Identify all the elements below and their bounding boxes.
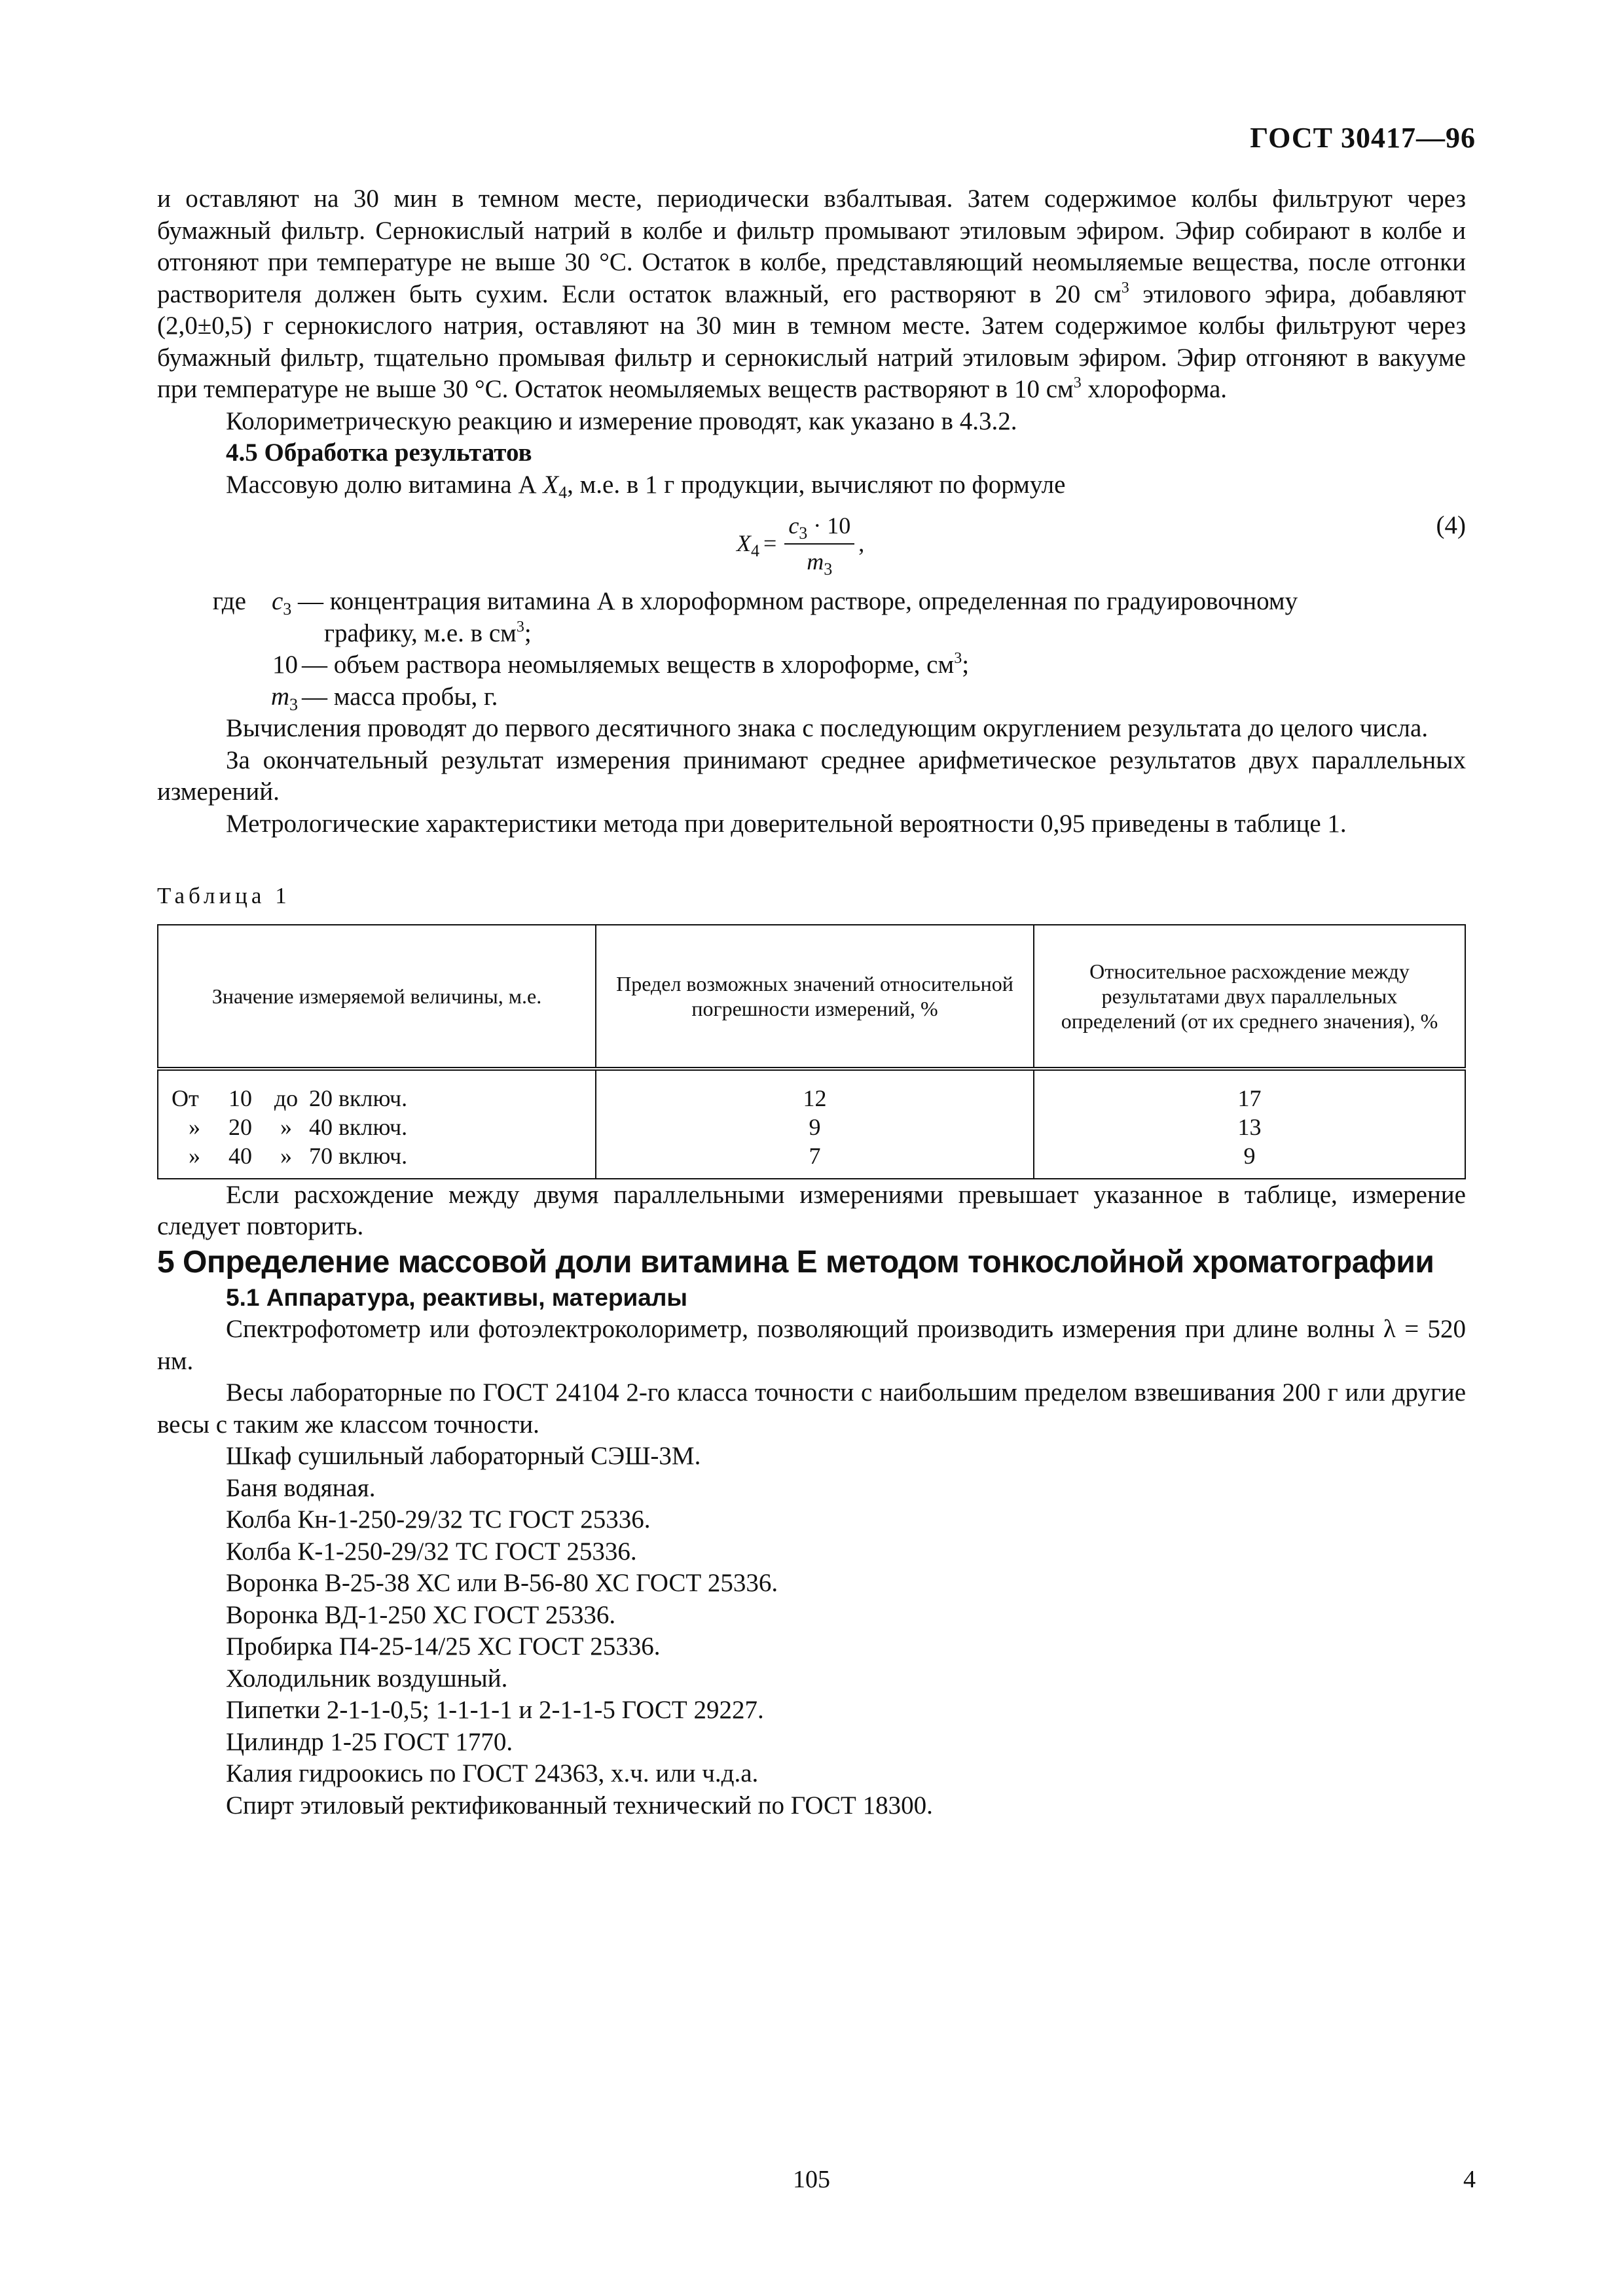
paragraph-scales: Весы лабораторные по ГОСТ 24104 2-го класса точности с наибольшим пределом взвешивания 200 г или другие весы с таким же классом точности.	[157, 1378, 1466, 1439]
page-number: 105	[793, 2166, 830, 2193]
list-item: Спирт этиловый ректификованный технический по ГОСТ 18300.	[226, 1791, 933, 1820]
table-cell: 7	[596, 1141, 1034, 1179]
paragraph-colorimetric: Колориметрическую реакцию и измерение проводят, как указано в 4.3.2.	[226, 406, 1017, 435]
table-cell: 9	[1034, 1141, 1465, 1179]
table-title: Таблица 1	[157, 883, 291, 908]
list-item: Пробирка П4-25-14/25 ХС ГОСТ 25336.	[226, 1632, 661, 1660]
table-cell: 9	[596, 1113, 1034, 1141]
formula-block	[157, 503, 1466, 582]
subsection-heading-5-1: 5.1 Аппаратура, реактивы, материалы	[226, 1283, 687, 1311]
paragraph-continuation: и оставляют на 30 мин в темном месте, периодически взбалтывая. Затем содержимое колбы фильтруют через бумажный фильтр. Сернокислый натрий в колбе и фильтр промывают этиловым эфиром. Эфир собирают в колбе и отгоняют при температуре не выше 30 °С. Остаток в колбе, представляющий неомыляемые вещества, после отгонки растворителя должен быть сухим. Если остаток влажный, его растворяют в 20 $см^3$ этилового эфира, добавляют (2,0±0,5) г сернокислого натрия, оставляют на 30 мин в темном месте. Затем содержимое колбы фильтруют через бумажный фильтр, тщательно промывая фильтр и сернокислый натрий этиловым эфиром. Эфир отгоняют в вакууме при температуре не выше 30 °С. Остаток неомыляемых веществ растворяют в 10 $см^3$ хлороформа.	[157, 185, 1466, 403]
table-cell: 17	[1034, 1069, 1465, 1113]
list-item: Колба Кн-1-250-29/32 ТС ГОСТ 25336.	[226, 1505, 651, 1534]
table-cell-range: От 10 до 20 включ.	[158, 1069, 596, 1113]
table-cell-range: » 40 » 70 включ.	[158, 1141, 596, 1179]
table-row	[158, 1141, 1465, 1179]
sheet-number: 4	[1463, 2166, 1476, 2193]
subsection-heading-4-5: 4.5 Обработка результатов	[226, 439, 532, 467]
list-item: Цилиндр 1-25 ГОСТ 1770.	[226, 1727, 513, 1756]
formula-fraction: $\frac{c_3 \cdot 10}{m_3}$	[784, 510, 854, 577]
table-header-cell: Относительное расхождение между результатами двух параллельных определений (от их среднего значения), %	[1034, 925, 1465, 1069]
paragraph-spectrophotometer: Спектрофотометр или фотоэлектроколориметр, позволяющий производить измерения при длине волны λ = 520 нм.	[157, 1315, 1466, 1375]
list-item: Воронка В-25-38 ХС или В-56-80 ХС ГОСТ 25336.	[226, 1569, 778, 1597]
table-row	[158, 1113, 1465, 1141]
list-item: Шкаф сушильный лабораторный СЭШ-3М.	[226, 1442, 701, 1470]
table-header-cell: Предел возможных значений относительной погрешности измерений, %	[596, 925, 1034, 1069]
list-item: Колба К-1-250-29/32 ТС ГОСТ 25336.	[226, 1537, 637, 1566]
paragraph-metrology: Метрологические характеристики метода при доверительной вероятности 0,95 приведены в таблице 1.	[226, 809, 1347, 838]
document-code: ГОСТ 30417—96	[1250, 122, 1476, 154]
table-header-cell: Значение измеряемой величины, м.е.	[158, 925, 596, 1069]
section-heading-5: 5 Определение массовой доли витамина Е методом тонкослойной хроматографии	[157, 1244, 1434, 1280]
formula: $X_4$ = $\frac{c_3 \cdot 10}{m_3}$ ,	[737, 510, 864, 577]
formula-legend: где $c_3$ — концентрация витамина А в хлороформном растворе, определенная по градуировочному графику, м.е. в $см^3$; 10 — объем раствора неомыляемых веществ в хлороформе, $см^3$; $m_3$ — масса пробы, г.	[212, 587, 1298, 714]
paragraph-formula-intro: Массовую долю витамина А $X_4$, м.е. в 1 г продукции, вычисляют по формуле	[226, 470, 1066, 502]
list-item: Калия гидроокись по ГОСТ 24363, х.ч. или ч.д.а.	[226, 1759, 759, 1787]
paragraph-repeat: Если расхождение между двумя параллельными измерениями превышает указанное в таблице, измерение следует повторить.	[157, 1180, 1466, 1240]
document-body	[157, 183, 1466, 1821]
list-item: Воронка ВД-1-250 ХС ГОСТ 25336.	[226, 1600, 616, 1629]
table-row	[158, 1069, 1465, 1113]
table-cell: 13	[1034, 1113, 1465, 1141]
table-cell: 12	[596, 1069, 1034, 1113]
list-item: Холодильник воздушный.	[226, 1664, 508, 1693]
list-item: Баня водяная.	[226, 1473, 376, 1502]
table-header-row	[158, 925, 1465, 1069]
list-item: Пипетки 2-1-1-0,5; 1-1-1-1 и 2-1-1-5 ГОСТ 29227.	[226, 1696, 764, 1724]
metrology-table	[157, 924, 1466, 1179]
paragraph-final-result: За окончательный результат измерения принимают среднее арифметическое результатов двух параллельных измерений.	[157, 745, 1466, 806]
formula-number: (4)	[1436, 511, 1466, 539]
paragraph-rounding: Вычисления проводят до первого десятичного знака с последующим округлением результата до целого числа.	[226, 714, 1429, 742]
table-cell-range: » 20 » 40 включ.	[158, 1113, 596, 1141]
